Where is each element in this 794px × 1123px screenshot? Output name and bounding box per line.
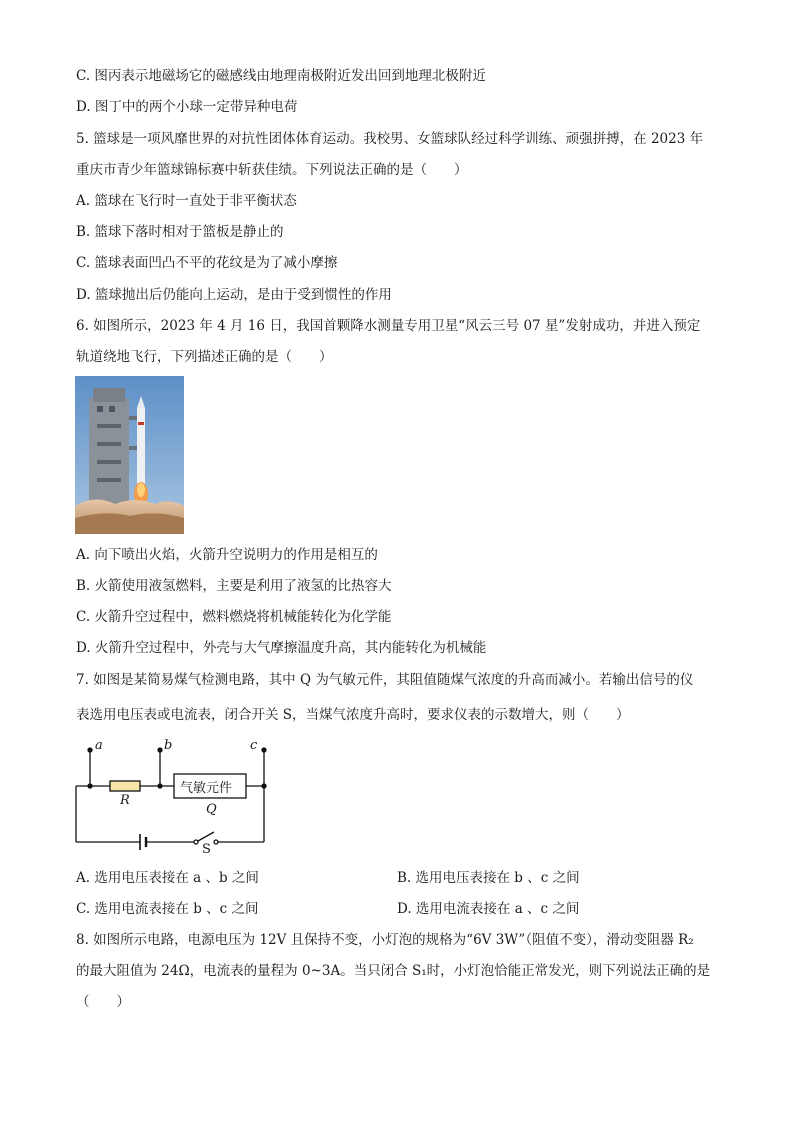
- q8-stem-line2: 的最大阻值为 24Ω，电流表的量程为 0~3A。当只闭合 S₁时，小灯泡恰能正常发光，则下列说法正确的是: [76, 963, 711, 979]
- terminal-b-dot: [158, 748, 162, 752]
- q7-option-c: C. 选用电流表接在 b 、c 之间: [76, 901, 259, 917]
- switch-blade: [198, 832, 214, 841]
- q7-stem-line2: 表选用电压表或电流表，闭合开关 S，当煤气浓度升高时，要求仪表的示数增大，则（ ）: [76, 707, 630, 723]
- q5-option-b: B. 篮球下落时相对于篮板是静止的: [76, 224, 284, 240]
- q7-option-a: A. 选用电压表接在 a 、b 之间: [76, 870, 259, 886]
- q6-stem-line2: 轨道绕地飞行，下列描述正确的是（ ）: [76, 349, 333, 365]
- q8-stem-line3: （ ）: [76, 994, 130, 1010]
- q6-option-b: B. 火箭使用液氢燃料，主要是利用了液氢的比热容大: [76, 578, 392, 594]
- label-b: b: [164, 738, 173, 753]
- q5-option-c: C. 篮球表面凹凸不平的花纹是为了减小摩擦: [76, 255, 338, 271]
- q4-option-c: C. 图丙表示地磁场它的磁感线由地理南极附近发出回到地理北极附近: [76, 68, 486, 84]
- rocket-launch-photo: [75, 376, 184, 534]
- label-a: a: [95, 738, 103, 753]
- label-s: S: [202, 842, 211, 857]
- resistor-r: [110, 781, 140, 791]
- q7-stem-line1: 7. 如图是某简易煤气检测电路，其中 Q 为气敏元件，其阻值随煤气浓度的升高而减小。若输出信号的仪: [76, 672, 694, 688]
- q4-option-d: D. 图丁中的两个小球一定带异种电荷: [76, 99, 298, 115]
- label-q: Q: [206, 802, 217, 817]
- q7-option-b: B. 选用电压表接在 b 、c 之间: [397, 870, 580, 886]
- q5-option-d: D. 篮球抛出后仍能向上运动，是由于受到惯性的作用: [76, 287, 392, 303]
- q5-stem-line2: 重庆市青少年篮球锦标赛中斩获佳绩。下列说法正确的是（ ）: [76, 162, 468, 178]
- q6-option-d: D. 火箭升空过程中，外壳与大气摩擦温度升高，其内能转化为机械能: [76, 640, 487, 656]
- q5-stem-line1: 5. 篮球是一项风靡世界的对抗性团体体育运动。我校男、女篮球队经过科学训练、顽强拼搏，在 2023 年: [76, 131, 704, 147]
- label-c: c: [250, 738, 258, 753]
- q6-option-a: A. 向下喷出火焰，火箭升空说明力的作用是相互的: [76, 547, 378, 563]
- q7-option-d: D. 选用电流表接在 a 、c 之间: [397, 901, 580, 917]
- terminal-a-dot: [88, 748, 92, 752]
- label-r: R: [120, 793, 130, 808]
- gas-detector-circuit: [64, 736, 284, 858]
- q5-option-a: A. 篮球在飞行时一直处于非平衡状态: [76, 193, 297, 209]
- q8-stem-line1: 8. 如图所示电路，电源电压为 12V 且保持不变，小灯泡的规格为“6V 3W”（阻值不变），滑动变阻器 R₂: [76, 932, 694, 948]
- switch-pivot: [194, 840, 198, 844]
- gas-sensor-text: 气敏元件: [180, 781, 233, 796]
- terminal-c-dot: [262, 748, 266, 752]
- q6-stem-line1: 6. 如图所示，2023 年 4 月 16 日，我国首颗降水测量专用卫星“风云三号 07 星”发射成功，并进入预定: [76, 318, 701, 334]
- q6-option-c: C. 火箭升空过程中，燃料燃烧将机械能转化为化学能: [76, 609, 392, 625]
